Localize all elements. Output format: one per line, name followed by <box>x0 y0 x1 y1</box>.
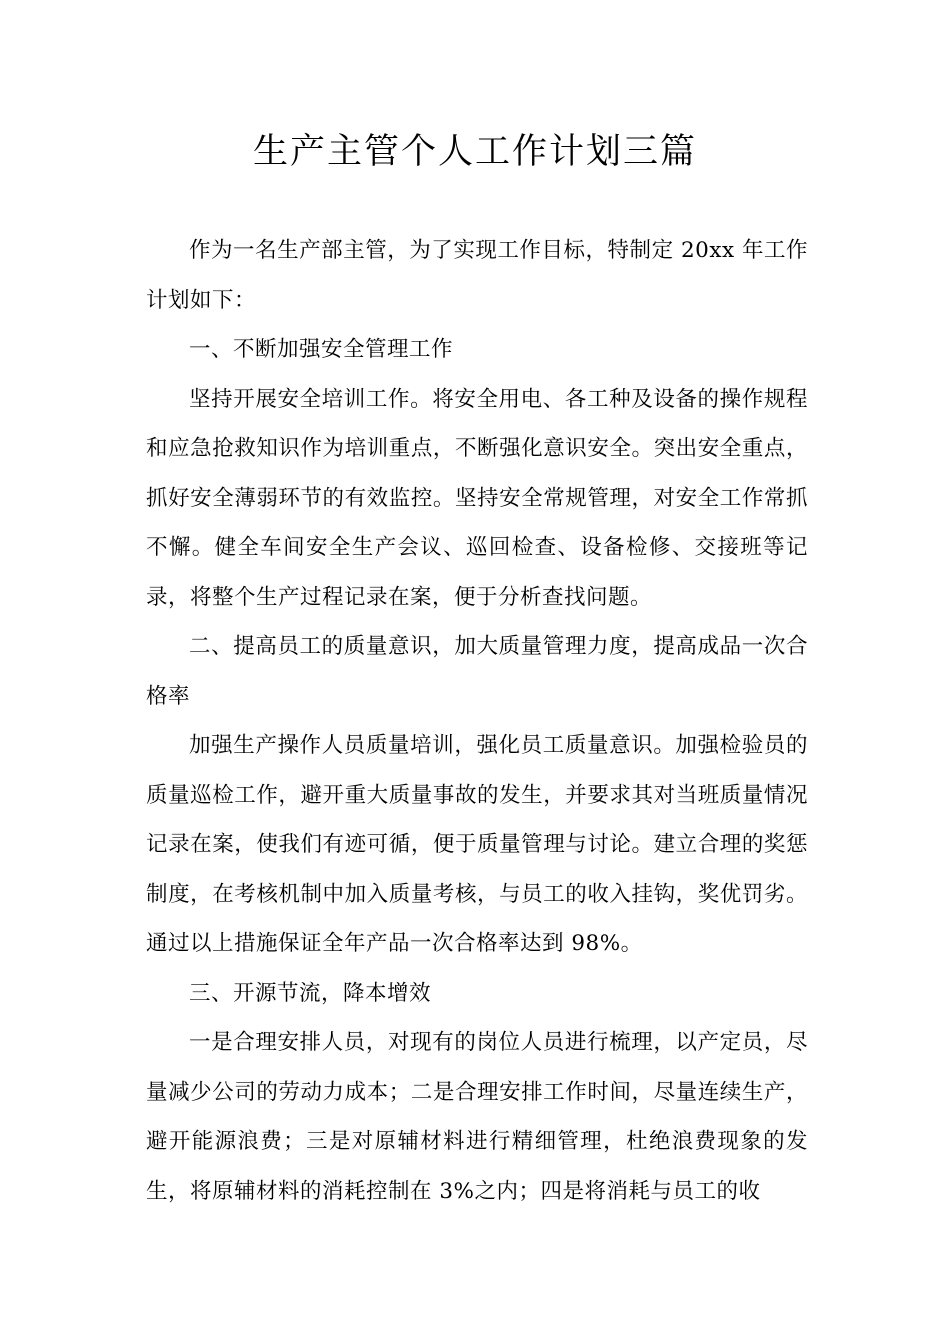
document-title: 生产主管个人工作计划三篇 <box>252 132 697 172</box>
section-paragraph-3: 一是合理安排人员，对现有的岗位人员进行梳理，以产定员，尽量减少公司的劳动力成本；二是合理安排工作时间，尽量连续生产，避开能源浪费；三是对原辅材料进行精细管理，杜绝浪费现象的发生，将原辅材料的消耗控制在 3%之内；四是将消耗与员工的收 <box>146 1030 808 1204</box>
section-heading-1: 一、不断加强安全管理工作 <box>189 337 454 362</box>
section-heading-3: 三、开源节流，降本增效 <box>189 980 432 1006</box>
section-paragraph-1: 坚持开展安全培训工作。将安全用电、各工种及设备的操作规程和应急抢救知识作为培训重点，不断强化意识安全。突出安全重点，抓好安全薄弱环节的有效监控。坚持安全常规管理，对安全工作常抓不懈。健全车间安全生产会议、巡回检查、设备检修、交接班等记录，将整个生产过程记录在案，便于分析查找问题。 <box>146 386 808 610</box>
section-heading-2: 二、提高员工的质量意识，加大质量管理力度，提高成品一次合格率 <box>146 634 808 709</box>
section-paragraph-2: 加强生产操作人员质量培训，强化员工质量意识。加强检验员的质量巡检工作，避开重大质量事故的发生，并要求其对当班质量情况记录在案，使我们有迹可循，便于质量管理与讨论。建立合理的奖惩制度，在考核机制中加入质量考核，与员工的收入挂钩，奖优罚劣。通过以上措施保证全年产品一次合格率达到 98%。 <box>146 733 808 956</box>
document-body <box>146 226 808 1216</box>
intro-paragraph: 作为一名生产部主管，为了实现工作目标，特制定 20xx 年工作计划如下： <box>146 238 808 313</box>
